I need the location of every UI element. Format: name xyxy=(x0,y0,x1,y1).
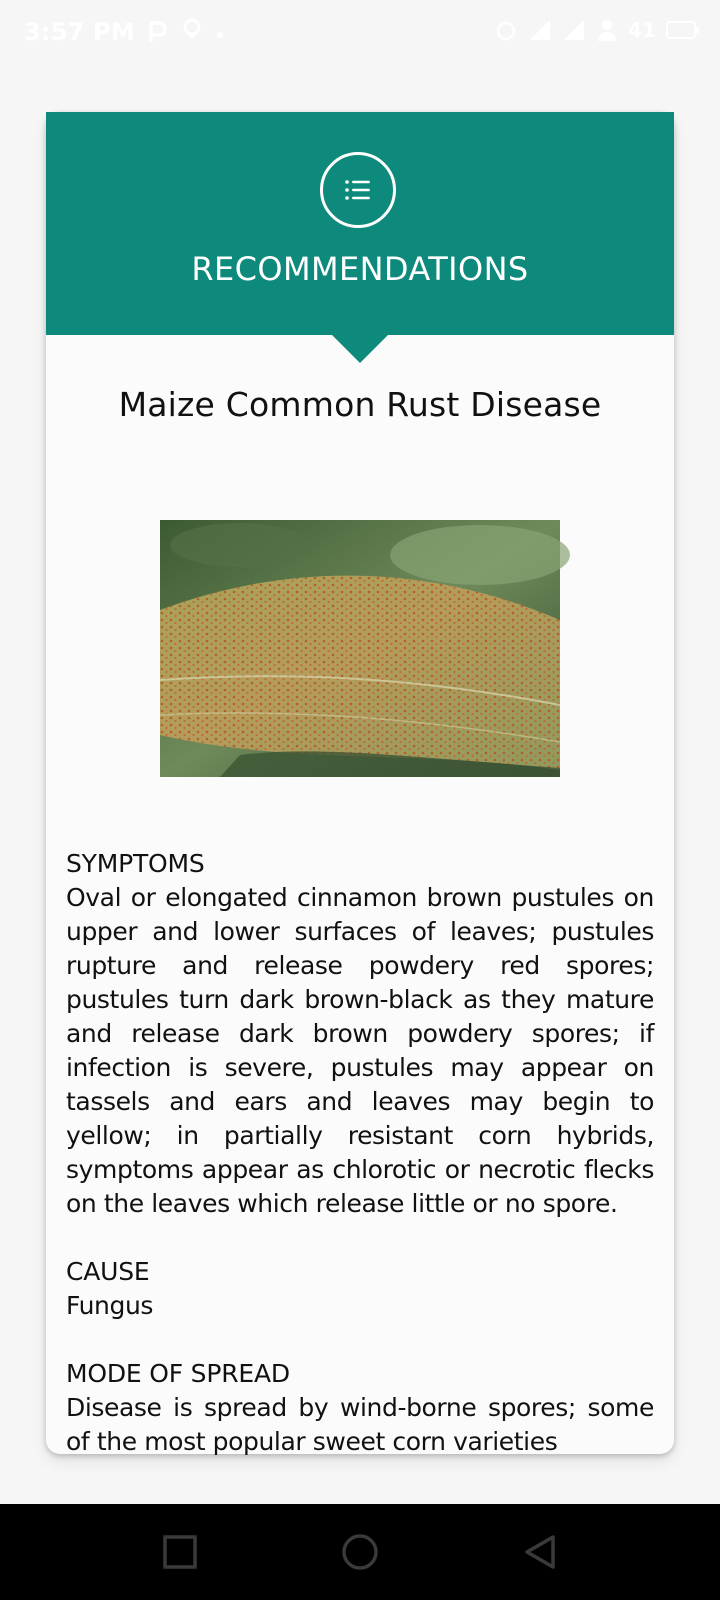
cause-heading: CAUSE xyxy=(66,1257,150,1286)
symptoms-heading: SYMPTOMS xyxy=(66,849,205,878)
recents-button[interactable] xyxy=(158,1530,202,1574)
dot-icon xyxy=(215,18,225,46)
alarm-icon xyxy=(494,18,518,42)
mode-of-spread-body: Disease is spread by wind-borne spores; some of the most popular sweet corn varieties xyxy=(66,1393,654,1456)
navigation-bar xyxy=(0,1504,720,1600)
disease-title: Maize Common Rust Disease xyxy=(118,385,602,424)
leaf-illustration xyxy=(160,520,560,777)
status-right xyxy=(494,18,700,42)
header-title: RECOMMENDATIONS xyxy=(191,250,529,288)
mode-of-spread-heading: MODE OF SPREAD xyxy=(66,1359,290,1388)
square-icon xyxy=(163,1535,197,1569)
battery-label: 41 xyxy=(628,18,656,42)
location-pin-icon xyxy=(181,18,203,46)
triangle-back-icon xyxy=(523,1534,557,1570)
signal-icon-1 xyxy=(528,18,552,42)
back-button[interactable] xyxy=(518,1530,562,1574)
circle-icon xyxy=(340,1532,380,1572)
status-bar xyxy=(0,0,720,66)
parking-p-icon xyxy=(147,21,169,43)
card-header xyxy=(46,112,674,335)
cause-body: Fungus xyxy=(66,1291,154,1320)
status-left xyxy=(24,18,225,46)
signal-icon-2 xyxy=(562,18,586,42)
list-icon xyxy=(320,152,396,228)
battery-icon xyxy=(666,21,700,39)
home-button[interactable] xyxy=(338,1530,382,1574)
recommendation-card xyxy=(46,112,674,1454)
symptoms-body: Oval or elongated cinnamon brown pustules on upper and lower surfaces of leaves; pustules rupture and release powdery red spores; pustules turn dark brown-black as they mature and release dark brown powdery spores; if infection is severe, pustules may appear on tassels and ears and leaves may begin to yellow; in partially resistant corn hybrids, symptoms appear as chlorotic or necrotic flecks on the leaves which release little or no spore. xyxy=(66,883,654,1218)
header-pointer xyxy=(332,335,388,363)
user-icon xyxy=(596,18,618,42)
recommendation-content[interactable] xyxy=(66,847,654,1456)
disease-image xyxy=(160,520,560,777)
status-time: 3:57 PM xyxy=(24,18,135,46)
